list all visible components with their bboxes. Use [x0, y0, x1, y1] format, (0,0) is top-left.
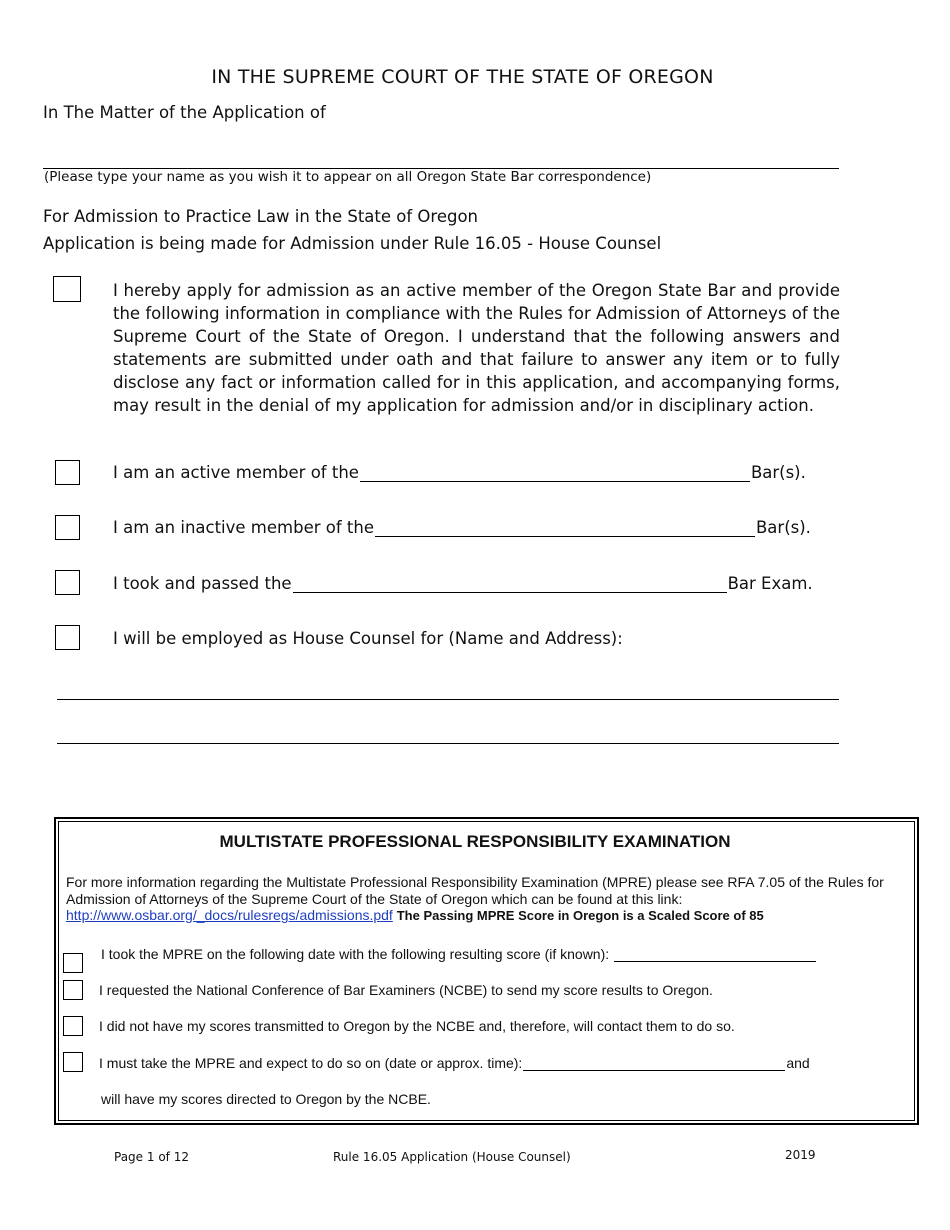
inactive-bar-field[interactable] [375, 518, 755, 537]
active-member-checkbox[interactable] [55, 460, 80, 485]
bar-exam-suffix: Bar Exam. [727, 574, 813, 593]
mpre-directed-label: will have my scores directed to Oregon by the NCBE. [101, 1091, 431, 1107]
mpre-section [54, 817, 919, 1125]
footer-doc-title: Rule 16.05 Application (House Counsel) [333, 1150, 571, 1164]
inactive-member-row [113, 518, 811, 537]
admission-heading: For Admission to Practice Law in the State of Oregon [43, 207, 478, 226]
mpre-took-checkbox[interactable] [63, 953, 83, 973]
name-hint: (Please type your name as you wish it to appear on all Oregon State Bar correspondence) [44, 169, 652, 185]
rule-heading: Application is being made for Admission under Rule 16.05 - House Counsel [43, 234, 662, 253]
mpre-requested-label: I requested the National Conference of Bar Examiners (NCBE) to send my score results to Oregon. [99, 982, 713, 998]
bar-exam-checkbox[interactable] [55, 570, 80, 595]
mpre-not-transmitted-checkbox[interactable] [63, 1016, 83, 1036]
mpre-took-label: I took the MPRE on the following date with the following resulting score (if known): [101, 946, 610, 962]
active-member-label: I am an active member of the [113, 463, 359, 482]
footer-year: 2019 [785, 1148, 816, 1162]
mpre-date-score-field[interactable] [614, 947, 816, 962]
mpre-title: MULTISTATE PROFESSIONAL RESPONSIBILITY EXAMINATION [219, 832, 731, 851]
mpre-requested-row [99, 982, 713, 998]
mpre-info-text: For more information regarding the Multistate Professional Responsibility Examination (MPRE) please see RFA 7.05 of the Rules for Admission of Attorneys of the Supreme Court of the State of Oregon which can be found at this link: [66, 874, 884, 907]
mpre-expected-date-field[interactable] [523, 1056, 785, 1071]
mpre-took-row [101, 946, 817, 962]
inactive-member-label: I am an inactive member of the [113, 518, 374, 537]
passing-score-note: The Passing MPRE Score in Oregon is a Scaled Score of 85 [396, 908, 764, 923]
bar-exam-row [113, 574, 813, 593]
declaration-text: I hereby apply for admission as an active member of the Oregon State Bar and provide the following information in compliance with the Rules for Admission of Attorneys of the Supreme Court of the State of Oregon. I understand that the following answers and statements are submitted under oath and that failure to answer any item or to fully disclose any fact or information called for in this application, and accompanying forms, may result in the denial of my application for admission and/or in disciplinary action. [113, 281, 840, 415]
active-bar-field[interactable] [360, 463, 750, 482]
mpre-not-transmitted-row [99, 1018, 735, 1034]
declaration-checkbox[interactable] [53, 276, 81, 302]
court-title: IN THE SUPREME COURT OF THE STATE OF OREGON [211, 66, 714, 88]
house-counsel-checkbox[interactable] [55, 625, 80, 650]
mpre-directed-row [101, 1091, 431, 1107]
active-bar-suffix: Bar(s). [750, 463, 806, 482]
mpre-info [66, 874, 886, 925]
matter-heading: In The Matter of the Application of [43, 103, 326, 122]
house-counsel-row [113, 629, 623, 648]
mpre-must-take-and: and [786, 1055, 810, 1071]
bar-exam-label: I took and passed the [113, 574, 292, 593]
admissions-link[interactable]: http://www.osbar.org/_docs/rulesregs/admissions.pdf [66, 907, 393, 923]
house-counsel-label: I will be employed as House Counsel for (Name and Address): [113, 629, 623, 648]
inactive-member-checkbox[interactable] [55, 515, 80, 540]
employer-line-2[interactable] [57, 743, 839, 744]
bar-exam-field[interactable] [293, 574, 727, 593]
active-member-row [113, 463, 806, 482]
mpre-requested-checkbox[interactable] [63, 980, 83, 1000]
page-number: Page 1 of 12 [114, 1150, 189, 1164]
inactive-bar-suffix: Bar(s). [755, 518, 811, 537]
employer-line-1[interactable] [57, 699, 839, 700]
mpre-must-take-label: I must take the MPRE and expect to do so on (date or approx. time): [99, 1055, 523, 1071]
mpre-must-take-row [99, 1055, 810, 1071]
mpre-must-take-checkbox[interactable] [63, 1052, 83, 1072]
mpre-section-inner-border [58, 821, 915, 1121]
mpre-not-transmitted-label: I did not have my scores transmitted to Oregon by the NCBE and, therefore, will contact them to do so. [99, 1018, 735, 1034]
